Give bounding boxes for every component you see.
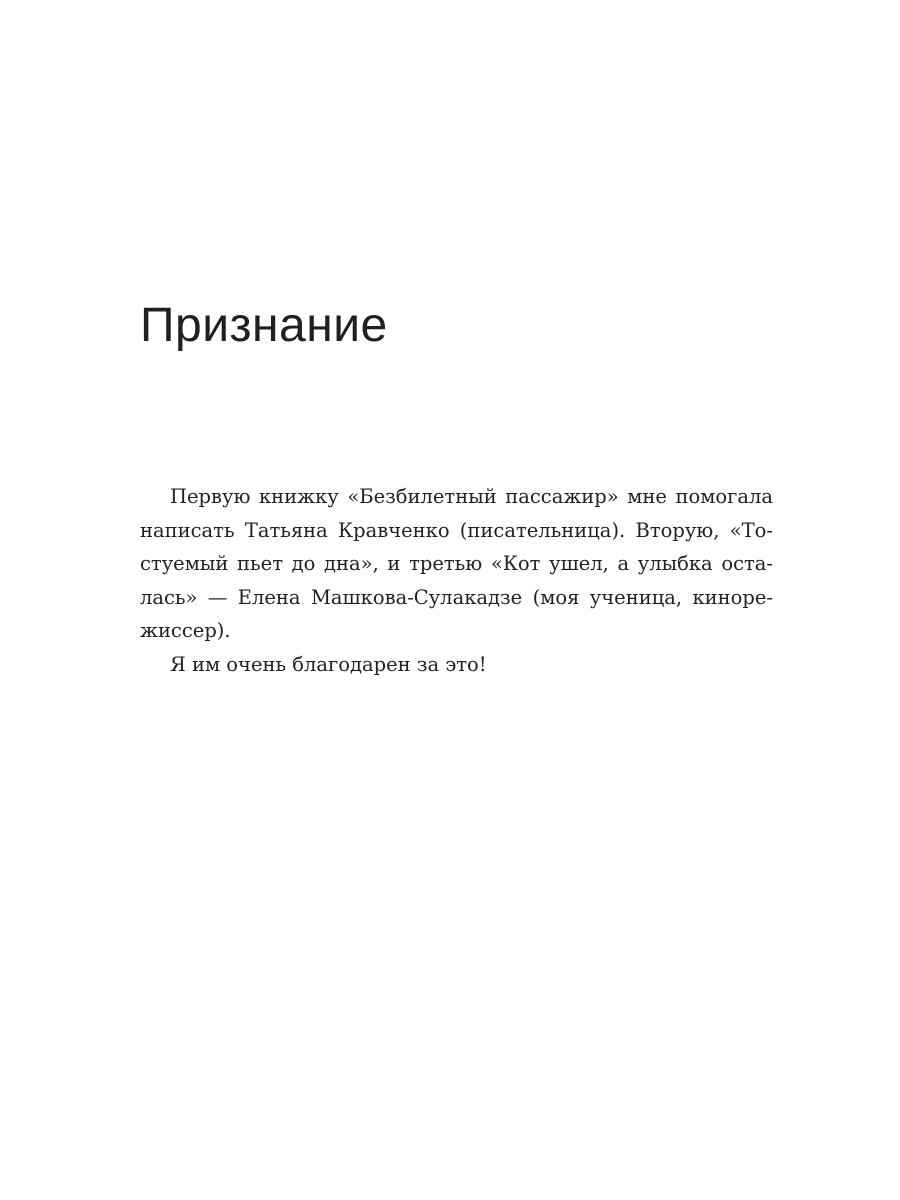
text-line: Я им очень благодарен за это! [170,652,487,676]
text-line: Первую книжку «Безбилетный пассажир» мне помогала [170,485,773,508]
chapter-title: Признание [140,299,388,352]
paragraph-1 [140,480,773,648]
body-text [140,480,773,681]
text-line: написать Татьяна Кравченко (писательница). Вторую, «То- [140,518,773,542]
text-line: лась» — Елена Машкова-Сулакадзе (моя ученица, кинорe- [140,585,773,609]
paragraph-2 [140,648,773,682]
text-line: стуемый пьет до дна», и третью «Кот ушел, а улыбка оста- [140,552,773,575]
text-line: жиссер). [140,619,231,642]
